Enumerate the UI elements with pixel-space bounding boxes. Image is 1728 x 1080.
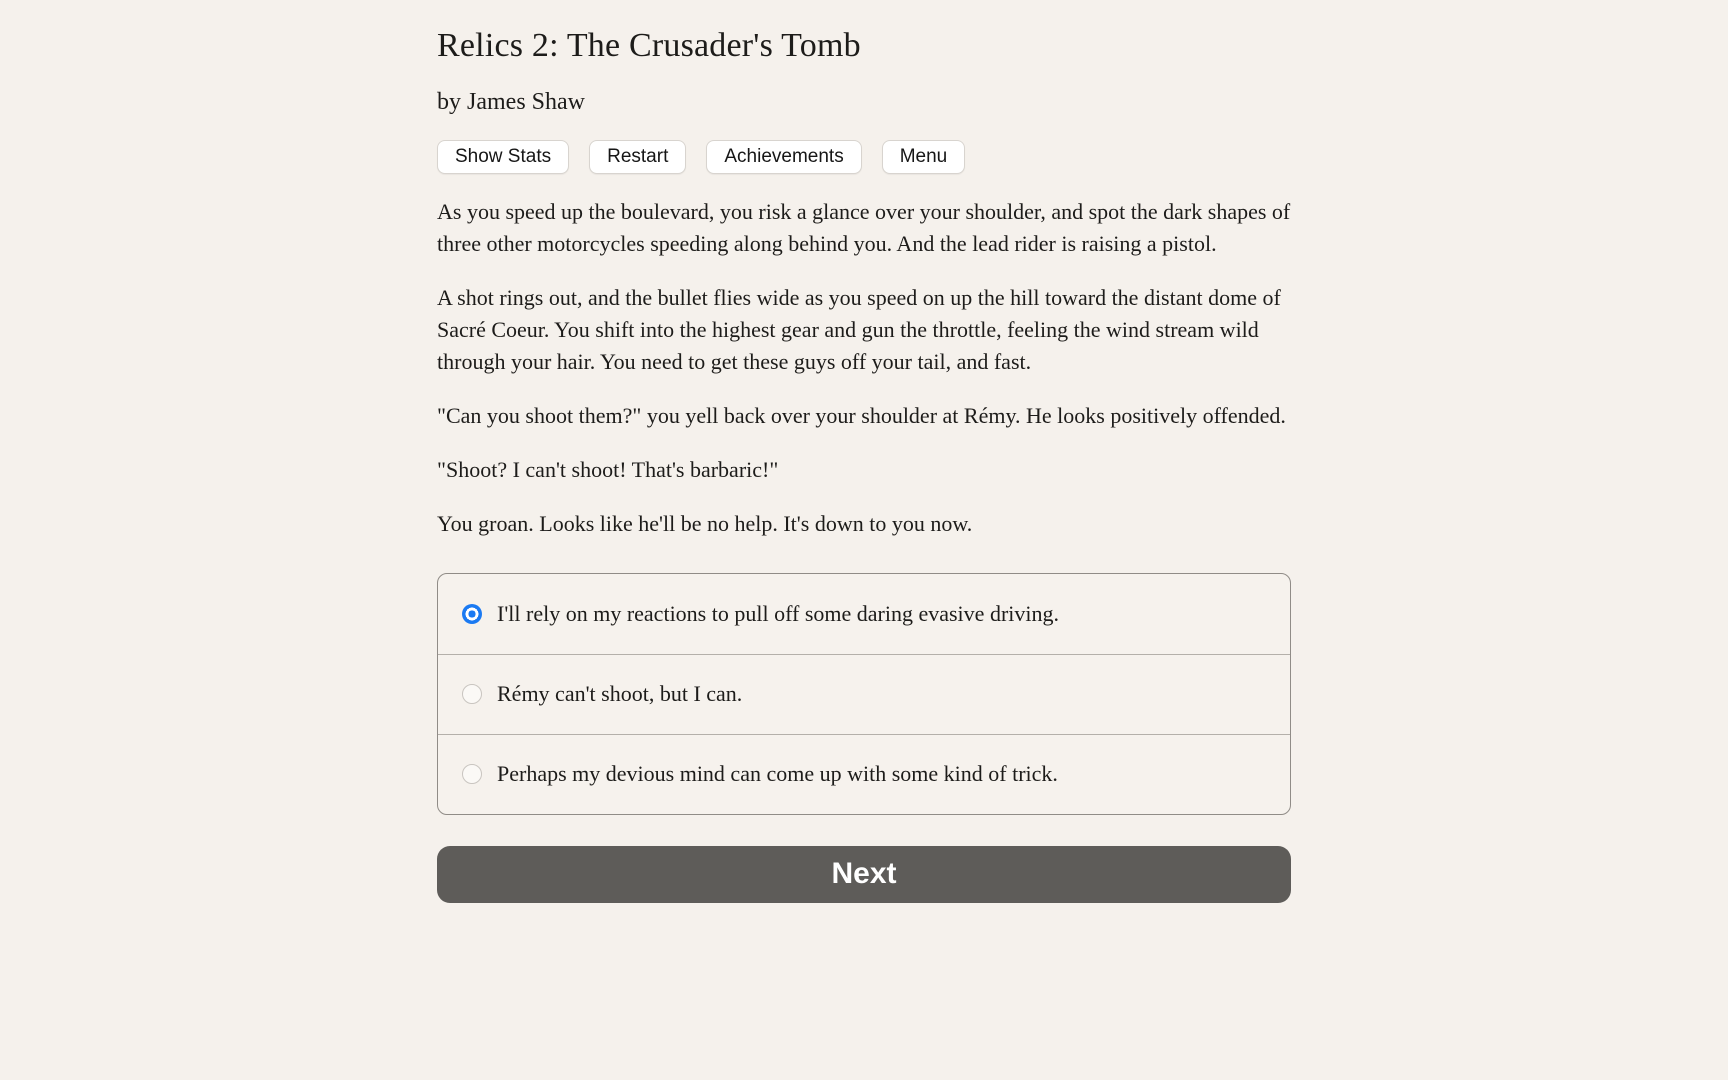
show-stats-button[interactable]: Show Stats xyxy=(437,140,569,174)
achievements-button[interactable]: Achievements xyxy=(706,140,861,174)
next-button[interactable]: Next xyxy=(437,846,1291,903)
story-paragraph: You groan. Looks like he'll be no help. It's down to you now. xyxy=(437,510,973,536)
story-paragraph: A shot rings out, and the bullet flies wide as you speed on up the hill toward the distant dome of Sacré Coeur. You shift into the highest gear and gun the throttle, feeling the wind stream wild through your hair. You need to get these guys off your tail, and fast. xyxy=(437,284,1281,374)
choice-label: Perhaps my devious mind can come up with some kind of trick. xyxy=(497,761,1058,787)
story-text xyxy=(437,196,1291,540)
menu-button[interactable]: Menu xyxy=(882,140,966,174)
radio-unselected-icon[interactable] xyxy=(462,764,482,784)
restart-button[interactable]: Restart xyxy=(589,140,686,174)
choice-group xyxy=(437,573,1291,815)
game-page xyxy=(437,0,1291,903)
choice-option-3[interactable] xyxy=(438,734,1290,814)
toolbar xyxy=(437,140,1291,174)
author-byline: by James Shaw xyxy=(437,89,585,116)
choice-label: Rémy can't shoot, but I can. xyxy=(497,681,743,707)
story-paragraph: As you speed up the boulevard, you risk a glance over your shoulder, and spot the dark shapes of three other motorcycles speeding along behind you. And the lead rider is raising a pistol. xyxy=(437,198,1291,256)
radio-selected-icon[interactable] xyxy=(462,604,482,624)
page-title: Relics 2: The Crusader's Tomb xyxy=(437,27,861,64)
choice-label: I'll rely on my reactions to pull off some daring evasive driving. xyxy=(497,600,1059,626)
choice-option-1[interactable] xyxy=(438,574,1290,654)
choice-option-2[interactable] xyxy=(438,654,1290,734)
story-paragraph: "Shoot? I can't shoot! That's barbaric!" xyxy=(437,456,779,482)
radio-unselected-icon[interactable] xyxy=(462,684,482,704)
story-paragraph: "Can you shoot them?" you yell back over your shoulder at Rémy. He looks positively offended. xyxy=(437,402,1286,428)
